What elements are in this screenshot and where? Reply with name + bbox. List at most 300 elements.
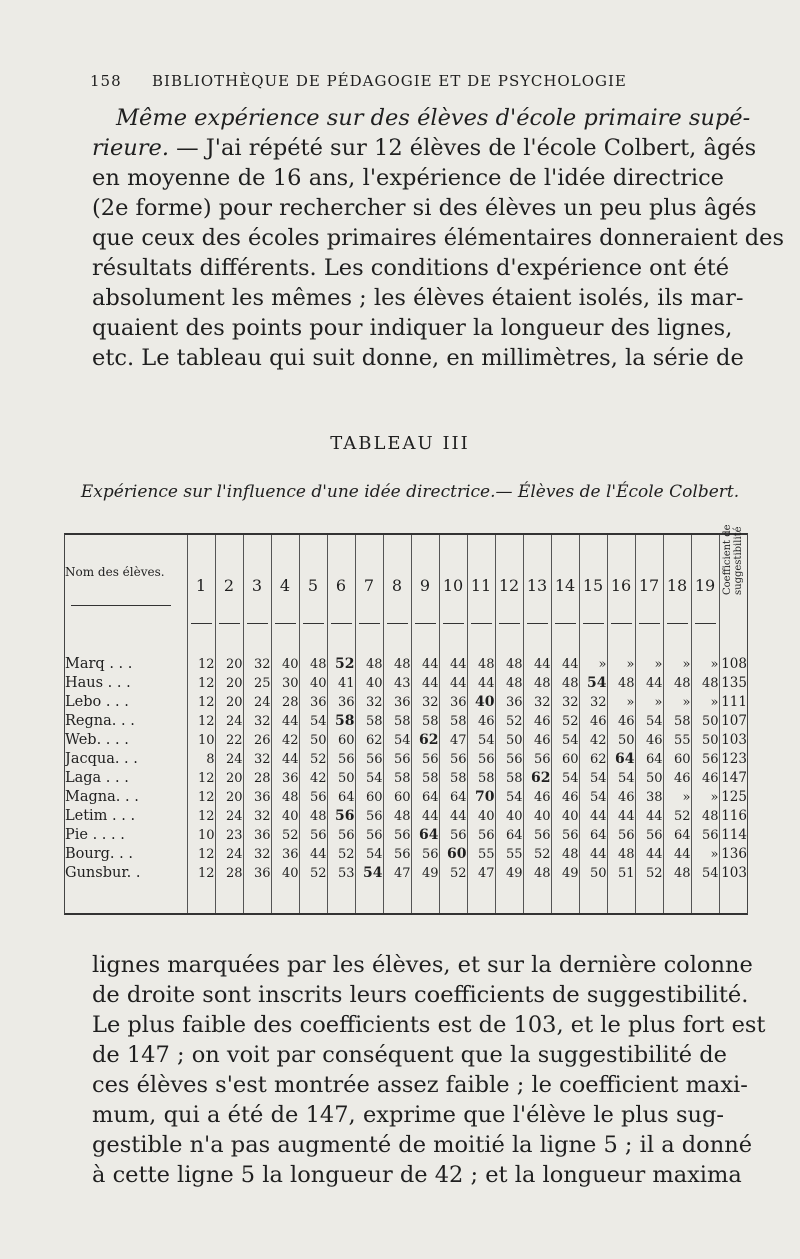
value-cell: 54	[691, 864, 719, 883]
value-cell: 12	[187, 807, 215, 826]
text-line	[92, 223, 785, 253]
value-cell: 47	[467, 864, 495, 883]
value-cell: 64	[411, 826, 439, 845]
value-cell: 54	[551, 769, 579, 788]
data-table-frame	[64, 524, 748, 915]
header-rule	[583, 623, 604, 624]
value-cell: 58	[663, 712, 691, 731]
value-cell: 49	[411, 864, 439, 883]
value-cell: 56	[523, 750, 551, 769]
text-line	[92, 313, 733, 343]
value-cell: 32	[551, 693, 579, 712]
text-run: résultats différents. Les conditions d'expérience ont été	[92, 255, 730, 281]
value-cell: 56	[467, 750, 495, 769]
student-name: Web. . . .	[65, 732, 129, 748]
value-cell: 46	[607, 788, 635, 807]
value-cell: 42	[299, 769, 327, 788]
text-line: mum, qui a été de 147, exprime que l'élève le plus sug-	[92, 1102, 724, 1128]
value-cell: 50	[299, 731, 327, 750]
coefficient-cell: 114	[719, 826, 747, 845]
value-cell: 48	[383, 807, 411, 826]
column-header-2	[215, 535, 243, 635]
header-rule	[695, 623, 716, 624]
header-rule	[527, 623, 548, 624]
table-spacer-row	[65, 635, 747, 655]
tail-cell	[215, 883, 243, 913]
tail-cell	[719, 883, 747, 913]
value-cell: 46	[635, 731, 663, 750]
value-cell: »	[691, 845, 719, 864]
value-cell: 20	[215, 788, 243, 807]
value-cell: 54	[355, 864, 383, 883]
value-cell: 44	[271, 750, 299, 769]
value-cell: 64	[495, 826, 523, 845]
coefficient-cell: 123	[719, 750, 747, 769]
column-header-label: 13	[526, 576, 548, 595]
student-name: Letim . . .	[65, 808, 136, 824]
column-header-label: 7	[363, 576, 375, 595]
value-cell: 42	[579, 731, 607, 750]
text-run: (2e forme) pour rechercher si des élèves un peu plus âgés	[92, 195, 757, 221]
value-cell: 52	[299, 864, 327, 883]
value-cell: 62	[579, 750, 607, 769]
value-cell: 54	[551, 731, 579, 750]
spacer-cell	[691, 635, 719, 655]
tail-cell	[243, 883, 271, 913]
value-cell: 20	[215, 769, 243, 788]
value-cell: 32	[411, 693, 439, 712]
header-rule	[387, 623, 408, 624]
column-header-15	[579, 535, 607, 635]
value-cell: 26	[243, 731, 271, 750]
tail-cell	[299, 883, 327, 913]
value-cell: 44	[439, 674, 467, 693]
table-row	[65, 807, 747, 826]
value-cell: »	[691, 693, 719, 712]
value-cell: 36	[271, 769, 299, 788]
value-cell: 40	[523, 807, 551, 826]
text-run: etc. Le tableau qui suit donne, en millimètres, la série de	[92, 345, 744, 371]
header-rule	[639, 623, 660, 624]
value-cell: 56	[439, 826, 467, 845]
table-row	[65, 674, 747, 693]
tail-cell	[691, 883, 719, 913]
value-cell: 58	[383, 712, 411, 731]
header-rule	[303, 623, 324, 624]
value-cell: 44	[271, 712, 299, 731]
student-name: Gunsbur. .	[65, 865, 141, 881]
text-line: gestible n'a pas augmenté de moitié la ligne 5 ; il a donné	[92, 1132, 753, 1158]
value-cell: 32	[243, 807, 271, 826]
value-cell: »	[663, 693, 691, 712]
value-cell: 52	[271, 826, 299, 845]
table-row	[65, 712, 747, 731]
column-header-label: 8	[391, 576, 403, 595]
value-cell: 20	[215, 693, 243, 712]
table-row	[65, 826, 747, 845]
coefficient-cell: 107	[719, 712, 747, 731]
value-cell: 24	[215, 750, 243, 769]
value-cell: 54	[467, 731, 495, 750]
header-rule	[471, 623, 492, 624]
value-cell: 54	[299, 712, 327, 731]
value-cell: 48	[663, 864, 691, 883]
data-table	[65, 524, 747, 913]
value-cell: 36	[243, 864, 271, 883]
value-cell: 44	[579, 845, 607, 864]
student-name: Magna. . .	[65, 789, 139, 805]
value-cell: 32	[523, 693, 551, 712]
paragraph-before-table	[92, 103, 785, 373]
value-cell: 40	[467, 693, 495, 712]
header-rule	[555, 623, 576, 624]
table-row	[65, 788, 747, 807]
value-cell: 48	[607, 674, 635, 693]
value-cell: 40	[299, 674, 327, 693]
tail-cell	[579, 883, 607, 913]
value-cell: 8	[187, 750, 215, 769]
column-header-1	[187, 535, 215, 635]
value-cell: 54	[355, 769, 383, 788]
value-cell: 56	[355, 826, 383, 845]
text-run: quaient des points pour indiquer la longueur des lignes,	[92, 315, 733, 341]
tail-cell	[551, 883, 579, 913]
value-cell: 60	[327, 731, 355, 750]
value-cell: 48	[691, 674, 719, 693]
coefficient-cell: 147	[719, 769, 747, 788]
tail-cell	[439, 883, 467, 913]
value-cell: 48	[663, 674, 691, 693]
value-cell: 48	[299, 655, 327, 674]
value-cell: 44	[635, 845, 663, 864]
value-cell: 10	[187, 826, 215, 845]
column-header-3	[243, 535, 271, 635]
header-rule	[275, 623, 296, 624]
value-cell: 28	[215, 864, 243, 883]
text-line	[92, 193, 757, 223]
column-header-13	[523, 535, 551, 635]
value-cell: 55	[495, 845, 523, 864]
value-cell: 44	[635, 674, 663, 693]
spacer-cell	[299, 635, 327, 655]
tail-cell	[523, 883, 551, 913]
coefficient-header-line1: Coefficient de	[722, 524, 734, 595]
value-cell: 58	[327, 712, 355, 731]
spacer-cell	[467, 635, 495, 655]
value-cell: 40	[271, 655, 299, 674]
tail-cell	[607, 883, 635, 913]
tail-cell	[187, 883, 215, 913]
spacer-cell	[327, 635, 355, 655]
value-cell: 22	[215, 731, 243, 750]
spacer-cell	[411, 635, 439, 655]
value-cell: 58	[383, 769, 411, 788]
value-cell: 44	[439, 655, 467, 674]
running-title: BIBLIOTHÈQUE DE PÉDAGOGIE ET DE PSYCHOLOGIE	[152, 72, 627, 90]
value-cell: 48	[495, 674, 523, 693]
value-cell: 60	[355, 788, 383, 807]
column-header-label: 9	[419, 576, 431, 595]
coefficient-column-header	[719, 524, 747, 635]
value-cell: 32	[579, 693, 607, 712]
value-cell: 44	[635, 807, 663, 826]
value-cell: 60	[383, 788, 411, 807]
column-header-label: 6	[335, 576, 347, 595]
value-cell: 56	[383, 750, 411, 769]
spacer-cell	[215, 635, 243, 655]
value-cell: 32	[243, 712, 271, 731]
tail-cell	[635, 883, 663, 913]
value-cell: 40	[467, 807, 495, 826]
value-cell: 54	[579, 788, 607, 807]
value-cell: 32	[243, 655, 271, 674]
value-cell: 56	[411, 750, 439, 769]
value-cell: »	[663, 788, 691, 807]
text-line: à cette ligne 5 la longueur de 42 ; et la longueur maxima	[92, 1162, 742, 1188]
table-row	[65, 864, 747, 883]
table-row	[65, 655, 747, 674]
name-column-header	[65, 535, 187, 635]
column-header-label: 3	[251, 576, 263, 595]
value-cell: 51	[607, 864, 635, 883]
value-cell: 50	[607, 731, 635, 750]
value-cell: »	[607, 693, 635, 712]
student-name: Lebo . . .	[65, 694, 129, 710]
value-cell: 46	[607, 712, 635, 731]
spacer-cell	[663, 635, 691, 655]
value-cell: »	[635, 655, 663, 674]
table-row	[65, 769, 747, 788]
value-cell: 58	[355, 712, 383, 731]
value-cell: 56	[495, 750, 523, 769]
value-cell: 46	[579, 712, 607, 731]
student-name: Marq . . .	[65, 656, 133, 672]
coefficient-cell: 135	[719, 674, 747, 693]
text-line: de droite sont inscrits leurs coefficients de suggestibilité.	[92, 982, 749, 1008]
value-cell: 44	[551, 655, 579, 674]
column-header-label: 18	[666, 576, 688, 595]
column-header-19	[691, 535, 719, 635]
value-cell: 55	[663, 731, 691, 750]
value-cell: 12	[187, 712, 215, 731]
text-line: de 147 ; on voit par conséquent que la suggestibilité de	[92, 1042, 727, 1068]
text-line	[92, 133, 757, 163]
value-cell: 44	[523, 655, 551, 674]
value-cell: 50	[327, 769, 355, 788]
text-line	[92, 163, 724, 193]
value-cell: 52	[523, 845, 551, 864]
value-cell: 50	[495, 731, 523, 750]
value-cell: 56	[691, 750, 719, 769]
value-cell: 36	[383, 693, 411, 712]
value-cell: 12	[187, 864, 215, 883]
text-run: en moyenne de 16 ans, l'expérience de l'idée directrice	[92, 165, 724, 191]
spacer-cell	[719, 635, 747, 655]
value-cell: 20	[215, 674, 243, 693]
column-header-label: 16	[610, 576, 632, 595]
value-cell: 58	[495, 769, 523, 788]
column-header-4	[271, 535, 299, 635]
value-cell: 52	[551, 712, 579, 731]
spacer-cell	[523, 635, 551, 655]
coefficient-header-line2: suggestibilité	[733, 526, 745, 595]
coefficient-cell: 103	[719, 731, 747, 750]
value-cell: 36	[439, 693, 467, 712]
value-cell: 64	[663, 826, 691, 845]
spacer-cell	[271, 635, 299, 655]
value-cell: 48	[523, 674, 551, 693]
text-line: lignes marquées par les élèves, et sur la dernière colonne	[92, 952, 753, 978]
student-name: Pie . . . .	[65, 827, 125, 843]
tail-cell	[411, 883, 439, 913]
value-cell: 20	[215, 655, 243, 674]
value-cell: 49	[551, 864, 579, 883]
value-cell: 56	[327, 750, 355, 769]
value-cell: 43	[383, 674, 411, 693]
student-name: Haus . . .	[65, 675, 131, 691]
value-cell: 64	[607, 750, 635, 769]
value-cell: 40	[495, 807, 523, 826]
value-cell: 64	[635, 750, 663, 769]
table-caption: Expérience sur l'influence d'une idée directrice.— Élèves de l'École Colbert.	[80, 482, 740, 502]
table-tail-row	[65, 883, 747, 913]
column-header-18	[663, 535, 691, 635]
value-cell: 50	[579, 864, 607, 883]
value-cell: 28	[243, 769, 271, 788]
value-cell: 52	[327, 655, 355, 674]
column-header-12	[495, 535, 523, 635]
value-cell: 48	[551, 674, 579, 693]
column-header-8	[383, 535, 411, 635]
text-line	[92, 343, 744, 373]
value-cell: 44	[299, 845, 327, 864]
value-cell: 25	[243, 674, 271, 693]
table-body	[65, 635, 747, 913]
column-header-10	[439, 535, 467, 635]
value-cell: 44	[663, 845, 691, 864]
value-cell: 52	[663, 807, 691, 826]
column-header-label: 17	[638, 576, 660, 595]
value-cell: 48	[299, 807, 327, 826]
value-cell: 56	[299, 788, 327, 807]
value-cell: 32	[243, 750, 271, 769]
text-line	[92, 283, 744, 313]
coefficient-cell: 108	[719, 655, 747, 674]
value-cell: 46	[523, 731, 551, 750]
value-cell: 58	[439, 769, 467, 788]
value-cell: 36	[299, 693, 327, 712]
value-cell: 64	[579, 826, 607, 845]
value-cell: 64	[439, 788, 467, 807]
value-cell: 58	[439, 712, 467, 731]
value-cell: 52	[635, 864, 663, 883]
column-header-11	[467, 535, 495, 635]
header-rule	[331, 623, 352, 624]
tail-cell	[383, 883, 411, 913]
text-line: Le plus faible des coefficients est de 103, et le plus fort est	[92, 1012, 766, 1038]
value-cell: »	[663, 655, 691, 674]
value-cell: 36	[243, 826, 271, 845]
column-header-label: 1	[195, 576, 207, 595]
value-cell: 12	[187, 693, 215, 712]
text-line: ces élèves s'est montrée assez faible ; le coefficient maxi-	[92, 1072, 748, 1098]
value-cell: 56	[551, 826, 579, 845]
tail-cell	[327, 883, 355, 913]
table-row	[65, 750, 747, 769]
name-column-header-label: Nom des élèves.	[65, 564, 165, 579]
value-cell: 48	[495, 655, 523, 674]
value-cell: 60	[439, 845, 467, 864]
value-cell: 44	[411, 807, 439, 826]
student-name: Bourg. . .	[65, 846, 133, 862]
value-cell: 44	[439, 807, 467, 826]
value-cell: 52	[327, 845, 355, 864]
value-cell: 41	[327, 674, 355, 693]
value-cell: 44	[579, 807, 607, 826]
coefficient-cell: 103	[719, 864, 747, 883]
table-row	[65, 693, 747, 712]
value-cell: 36	[243, 788, 271, 807]
value-cell: 44	[411, 674, 439, 693]
value-cell: 38	[635, 788, 663, 807]
value-cell: 48	[551, 845, 579, 864]
value-cell: 44	[411, 655, 439, 674]
header-rule	[359, 623, 380, 624]
value-cell: 48	[523, 864, 551, 883]
spacer-cell	[187, 635, 215, 655]
value-cell: 24	[215, 845, 243, 864]
coefficient-cell: 136	[719, 845, 747, 864]
value-cell: 44	[467, 674, 495, 693]
column-header-label: 2	[223, 576, 235, 595]
value-cell: 48	[467, 655, 495, 674]
value-cell: »	[635, 693, 663, 712]
column-header-14	[551, 535, 579, 635]
value-cell: 46	[551, 788, 579, 807]
tail-cell	[271, 883, 299, 913]
column-header-label: 10	[442, 576, 464, 595]
value-cell: 40	[355, 674, 383, 693]
coefficient-header-rotated	[722, 524, 745, 595]
spacer-cell	[65, 635, 187, 655]
value-cell: 64	[327, 788, 355, 807]
spacer-cell	[383, 635, 411, 655]
value-cell: 56	[327, 807, 355, 826]
value-cell: 36	[271, 845, 299, 864]
value-cell: 30	[271, 674, 299, 693]
value-cell: 49	[495, 864, 523, 883]
table-title: TABLEAU III	[330, 433, 470, 454]
value-cell: 62	[523, 769, 551, 788]
value-cell: 46	[663, 769, 691, 788]
value-cell: »	[691, 788, 719, 807]
value-cell: 50	[691, 731, 719, 750]
value-cell: 48	[691, 807, 719, 826]
value-cell: »	[579, 655, 607, 674]
value-cell: 52	[495, 712, 523, 731]
value-cell: 12	[187, 674, 215, 693]
value-cell: 54	[607, 769, 635, 788]
table-row	[65, 731, 747, 750]
value-cell: 56	[439, 750, 467, 769]
value-cell: 12	[187, 845, 215, 864]
column-header-label: 14	[554, 576, 576, 595]
value-cell: 54	[579, 769, 607, 788]
value-cell: 28	[271, 693, 299, 712]
table-header-row	[65, 535, 747, 635]
value-cell: 54	[355, 845, 383, 864]
value-cell: 47	[383, 864, 411, 883]
